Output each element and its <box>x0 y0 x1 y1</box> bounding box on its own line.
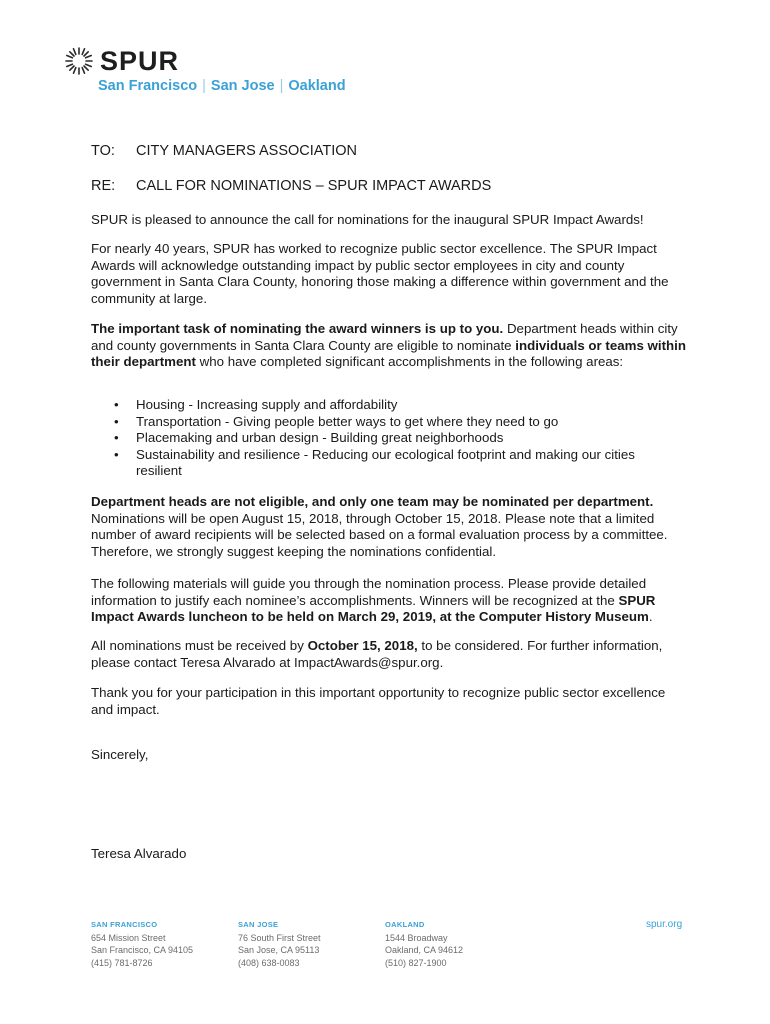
task-bold-2: individuals or teams within their department <box>91 337 686 369</box>
area-text: Sustainability and resilience - Reducing our ecological footprint and making our cities resilient <box>136 446 635 478</box>
eligibility-text: Nominations will be open August 15, 2018, through October 15, 2018. Please note that a limited number of award recipients will be selected based on a formal evaluation process by a committee. Therefore, we strongly suggest keeping the nominations confidential. <box>91 510 668 559</box>
deadline-text-2: to be considered. For further information, please contact Teresa Alvarado at ImpactAwards@spur.org. <box>91 638 663 670</box>
list-item <box>91 430 691 447</box>
thanks-paragraph: Thank you for your participation in this important opportunity to recognize public sector excellence and impact. <box>91 685 666 717</box>
footer-office-sj <box>238 919 321 969</box>
materials-paragraph <box>91 576 691 626</box>
bullet-dot: • <box>114 397 119 412</box>
office-city: San Francisco, CA 94105 <box>91 945 194 955</box>
deadline-paragraph <box>91 638 691 671</box>
logo-text: SPUR <box>100 46 180 76</box>
materials-bold: SPUR Impact Awards luncheon to be held on March 29, 2019, at the Computer History Museum <box>91 592 656 624</box>
footer-office-oak <box>385 919 463 969</box>
to-label: TO: <box>91 143 115 159</box>
bullet-dot: • <box>114 430 119 445</box>
footer-url-link[interactable]: spur.org <box>646 919 683 930</box>
office-name: SAN FRANCISCO <box>91 920 158 929</box>
materials-text: The following materials will guide you through the nomination process. Please provide detailed information to justify each nominee’s accomplishments. Winners will be recognized at the <box>91 576 647 608</box>
task-text-2: who have completed significant accomplishments in the following areas: <box>195 354 624 369</box>
spur-logo <box>64 46 179 76</box>
city-san-jose: San Jose <box>210 78 275 94</box>
task-text-1: Department heads within city and county governments in Santa Clara County are eligible to nominate <box>91 321 678 353</box>
re-label: RE: <box>91 178 116 194</box>
office-street: 654 Mission Street <box>91 932 166 943</box>
task-bold: The important task of nominating the award winners is up to you. <box>91 321 504 336</box>
area-text: Placemaking and urban design - Building great neighborhoods <box>136 430 504 445</box>
office-city: San Jose, CA 95113 <box>238 945 320 955</box>
city-separator: | <box>279 78 284 94</box>
list-item <box>91 397 691 414</box>
city-separator: | <box>202 78 206 94</box>
deadline-bold: October 15, 2018, <box>307 638 418 653</box>
history-paragraph: For nearly 40 years, SPUR has worked to recognize public sector excellence. The SPUR Impact Awards will acknowledge outstanding impact by public sector employees in city and county government in Santa Clara County, honoring those making a difference within government and the community at large. <box>91 241 669 306</box>
memo-to-line <box>91 143 357 159</box>
eligibility-bold: Department heads are not eligible, and only one team may be nominated per department. <box>91 494 654 509</box>
office-street: 76 South First Street <box>238 932 321 943</box>
materials-end: . <box>648 609 653 624</box>
bullet-dot: • <box>114 413 119 429</box>
office-phone: (415) 781-8726 <box>91 957 153 968</box>
city-san-francisco: San Francisco <box>98 78 198 94</box>
areas-list <box>91 397 691 480</box>
list-item <box>91 414 691 431</box>
list-item <box>91 447 691 480</box>
office-phone: (510) 827-1900 <box>385 957 447 968</box>
office-phone: (408) 638-0083 <box>238 957 300 968</box>
re-value: CALL FOR NOMINATIONS – SPUR IMPACT AWARDS <box>136 178 492 194</box>
bullet-dot: • <box>114 446 119 462</box>
office-street: 1544 Broadway <box>385 932 448 943</box>
spur-burst-icon <box>64 46 94 76</box>
deadline-text-1: All nominations must be received by <box>91 638 308 653</box>
closing: Sincerely, <box>91 747 149 762</box>
office-name: SAN JOSE <box>238 920 279 929</box>
intro-paragraph: SPUR is pleased to announce the call for nominations for the inaugural SPUR Impact Awards! <box>91 212 644 227</box>
footer-office-sf <box>91 919 193 969</box>
office-city: Oakland, CA 94612 <box>385 945 464 955</box>
task-paragraph <box>91 321 691 371</box>
eligibility-paragraph <box>91 494 691 560</box>
area-text: Housing - Increasing supply and affordability <box>136 397 398 412</box>
area-text: Transportation - Giving people better ways to get where they need to go <box>136 413 559 429</box>
office-name: OAKLAND <box>385 920 425 929</box>
signature: Teresa Alvarado <box>91 846 187 861</box>
to-value: CITY MANAGERS ASSOCIATION <box>136 143 358 159</box>
city-oakland: Oakland <box>288 78 346 94</box>
city-list <box>98 78 346 94</box>
memo-re-line <box>91 178 491 194</box>
